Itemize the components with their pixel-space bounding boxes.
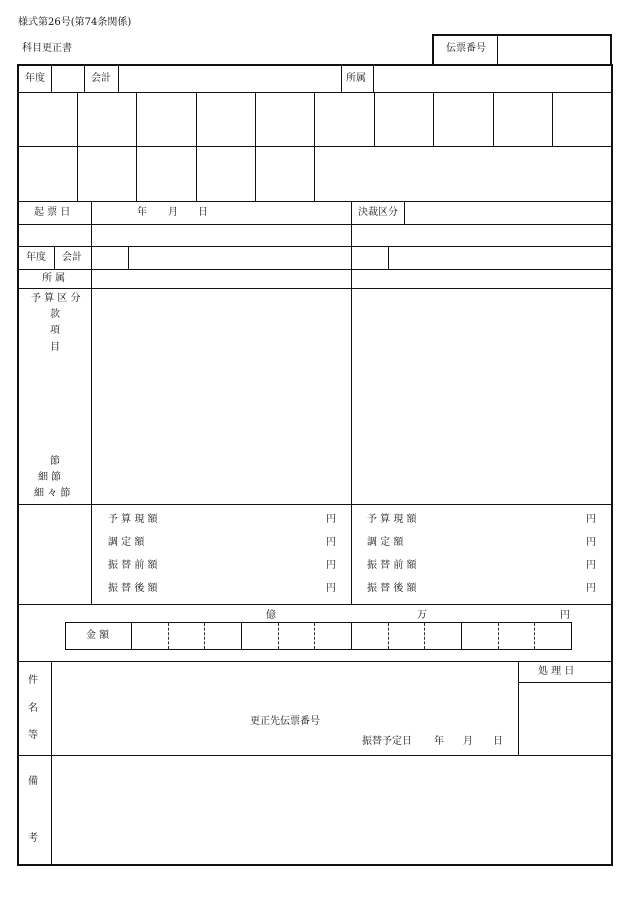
right-budget-current: 予 算 現 額: [367, 514, 417, 525]
transfer-day-unit: 日: [493, 736, 503, 747]
remarks-bi-label: 備: [28, 776, 38, 787]
slip-number-label: 伝票番号: [446, 43, 486, 54]
right-assessed: 調 定 額: [367, 537, 404, 548]
yen-unit: 円: [586, 514, 596, 525]
right-before-transfer: 振 替 前 額: [367, 560, 417, 571]
right-after-transfer: 振 替 後 額: [367, 583, 417, 594]
kou-label: 項: [50, 325, 60, 336]
yen-unit: 円: [326, 560, 336, 571]
slip-number-field[interactable]: [500, 36, 610, 62]
dept-label: 所属: [346, 73, 366, 84]
left-budget-current: 予 算 現 額: [108, 514, 158, 525]
year-label-2: 年度: [26, 252, 46, 263]
mei-label: 名: [28, 703, 38, 714]
oku-unit: 億: [266, 610, 276, 621]
issue-year-unit: 年: [137, 207, 147, 218]
transfer-year-unit: 年: [434, 736, 444, 747]
decision-label: 決裁区分: [358, 207, 398, 218]
remarks-kou-label: 考: [28, 833, 38, 844]
left-before-transfer: 振 替 前 額: [108, 560, 158, 571]
left-assessed: 調 定 額: [108, 537, 145, 548]
account-label-2: 会計: [62, 252, 82, 263]
dept-label-2: 所 属: [42, 273, 66, 284]
yen-unit: 円: [586, 583, 596, 594]
yen-unit: 円: [586, 537, 596, 548]
amount-label: 金 額: [86, 630, 110, 641]
account-label: 会計: [91, 73, 111, 84]
kan-label: 款: [50, 309, 60, 320]
year-label: 年度: [25, 73, 45, 84]
issue-month-unit: 月: [168, 207, 178, 218]
tou-label: 等: [28, 730, 38, 741]
saisaisetsu-label: 細 々 節: [34, 488, 71, 499]
yen-unit-money: 円: [560, 610, 570, 621]
form-frame: [17, 64, 613, 866]
moku-label: 目: [50, 342, 60, 353]
correction-slip-label: 更正先伝票番号: [250, 716, 320, 727]
issue-day-unit: 日: [198, 207, 208, 218]
form-title: 科目更正書: [22, 43, 72, 54]
man-unit: 万: [417, 610, 427, 621]
yen-unit: 円: [326, 514, 336, 525]
transfer-date-label: 振替予定日: [362, 736, 412, 747]
budget-class-label: 予 算 区 分: [31, 293, 81, 304]
ken-label: 件: [28, 675, 38, 686]
yen-unit: 円: [326, 583, 336, 594]
saisetsu-label: 細 節: [38, 472, 62, 483]
transfer-month-unit: 月: [463, 736, 473, 747]
left-after-transfer: 振 替 後 額: [108, 583, 158, 594]
issue-date-label: 起 票 日: [34, 207, 71, 218]
setsu-label: 節: [50, 456, 60, 467]
form-number: 様式第26号(第74条関係): [18, 17, 132, 28]
yen-unit: 円: [586, 560, 596, 571]
yen-unit: 円: [326, 537, 336, 548]
amount-box: [65, 622, 572, 650]
processing-date-label: 処 理 日: [538, 666, 575, 677]
